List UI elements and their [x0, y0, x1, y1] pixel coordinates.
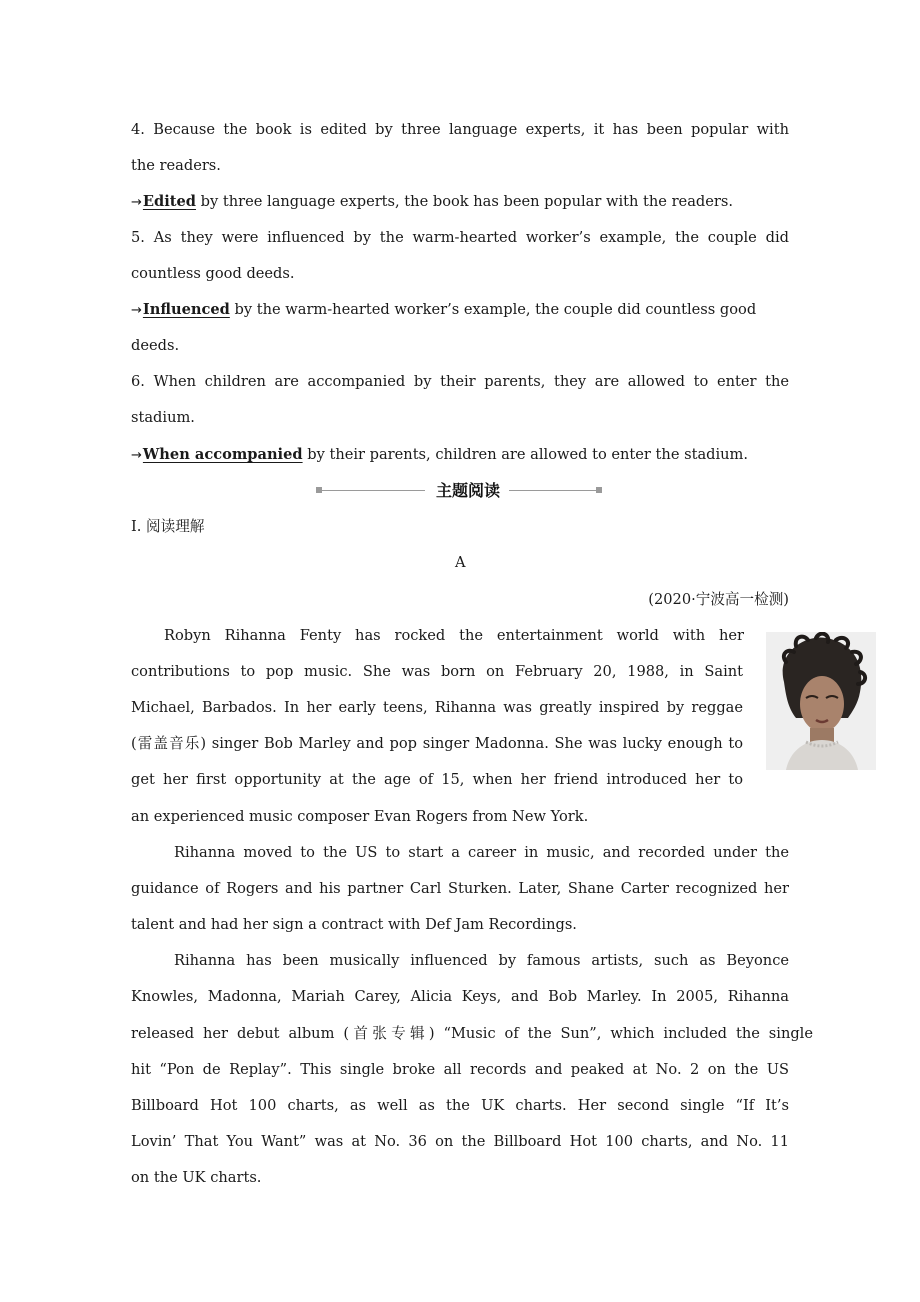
question-5-line-1: 5. As they were influenced by the warm-hearted worker’s example, the couple did — [131, 229, 789, 246]
paragraph-3-line: Knowles, Madonna, Mariah Carey, Alicia Keys, and Bob Marley. In 2005, Rihanna — [131, 988, 789, 1005]
answer-6 — [131, 445, 748, 466]
question-4-line-1: 4. Because the book is edited by three language experts, it has been popular with — [131, 121, 789, 138]
portrait-image — [766, 632, 876, 770]
paragraph-1-line: get her first opportunity at the age of 15, when her friend introduced her to — [131, 771, 743, 788]
question-4-line-2: the readers. — [131, 157, 221, 174]
answer-6-rest: by their parents, children are allowed to enter the stadium. — [302, 446, 749, 463]
arrow-icon: → — [131, 195, 142, 210]
answer-5 — [131, 300, 756, 321]
section-header — [316, 480, 602, 502]
answer-6-fill: When accompanied — [142, 446, 303, 463]
paragraph-2-line: Rihanna moved to the US to start a career in music, and recorded under the — [174, 844, 789, 861]
arrow-icon: → — [131, 303, 142, 318]
paragraph-3-line: Billboard Hot 100 charts, as well as the UK charts. Her second single “If It’s — [131, 1097, 789, 1114]
answer-4 — [131, 192, 733, 213]
paragraph-1-line: (雷盖音乐) singer Bob Marley and pop singer Madonna. She was lucky enough to — [131, 735, 743, 752]
answer-4-fill: Edited — [142, 193, 197, 210]
answer-4-rest: by three language experts, the book has been popular with the readers. — [196, 193, 733, 210]
answer-5-line-2: deeds. — [131, 337, 180, 354]
divider-rule-left — [321, 490, 425, 491]
question-6-line-2: stadium. — [131, 409, 195, 426]
divider-rule-right — [509, 490, 597, 491]
paragraph-1-line: an experienced music composer Evan Rogers from New York. — [131, 808, 589, 825]
question-5-line-2: countless good deeds. — [131, 265, 295, 282]
question-6-line-1: 6. When children are accompanied by their parents, they are allowed to enter the — [131, 373, 789, 390]
paragraph-3-line: hit “Pon de Replay”. This single broke all records and peaked at No. 2 on the US — [131, 1061, 789, 1078]
paragraph-3-line: Lovin’ That You Want” was at No. 36 on the Billboard Hot 100 charts, and No. 11 — [131, 1133, 789, 1150]
divider-cap-right — [596, 487, 602, 493]
paragraph-3-line: on the UK charts. — [131, 1169, 262, 1186]
paragraph-2-line: guidance of Rogers and his partner Carl Sturken. Later, Shane Carter recognized her — [131, 880, 789, 897]
rihanna-photo — [766, 632, 876, 770]
passage-source: (2020·宁波高一检测) — [648, 591, 789, 608]
part-label: Ⅰ. 阅读理解 — [131, 518, 205, 535]
answer-5-rest: by the warm-hearted worker’s example, the couple did countless good — [229, 301, 757, 318]
section-title: 主题阅读 — [435, 481, 500, 500]
passage-label: A — [455, 554, 466, 571]
paragraph-3-line: Rihanna has been musically influenced by famous artists, such as Beyonce — [174, 952, 789, 969]
arrow-icon: → — [131, 448, 142, 463]
answer-5-fill: Influenced — [142, 301, 230, 318]
paragraph-2-line: talent and had her sign a contract with Def Jam Recordings. — [131, 916, 577, 933]
paragraph-1-line: contributions to pop music. She was born on February 20, 1988, in Saint — [131, 663, 743, 680]
paragraph-1-line: Robyn Rihanna Fenty has rocked the entertainment world with her — [164, 627, 744, 644]
paragraph-3-line: released her debut album (首张专辑) “Music of the Sun”, which included the single — [131, 1025, 813, 1042]
paragraph-1-line: Michael, Barbados. In her early teens, Rihanna was greatly inspired by reggae — [131, 699, 743, 716]
